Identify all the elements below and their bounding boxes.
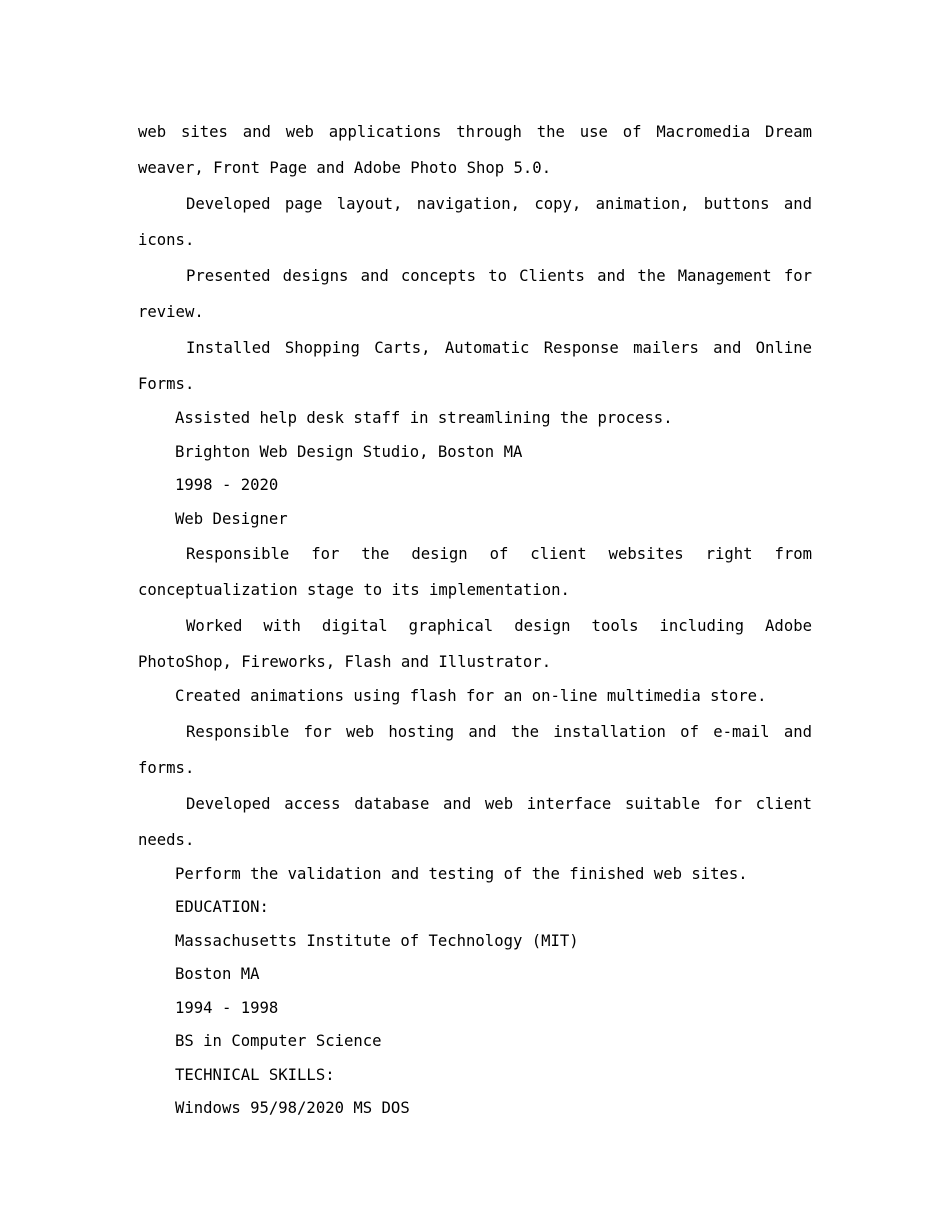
education-location: Boston MA (175, 965, 260, 983)
education-heading: EDUCATION: (175, 898, 269, 916)
bullet-presented-designs: Presented designs and concepts to Clients and the Management for review. (138, 267, 812, 321)
line-created-animations: Created animations using flash for an on-line multimedia store. (175, 687, 767, 705)
line-validation-testing: Perform the validation and testing of the finished web sites. (175, 864, 748, 883)
job-dates: 1998 - 2020 (175, 476, 279, 494)
line-assisted-help-desk: Assisted help desk staff in streamlining the process. (175, 409, 673, 427)
job-company: Brighton Web Design Studio, Boston MA (175, 442, 523, 461)
education-degree: BS in Computer Science (175, 1032, 382, 1050)
bullet-design-tools: Worked with digital graphical design tools including Adobe PhotoShop, Fireworks, Flash and Illustrator. (138, 617, 812, 671)
bullet-shopping-carts: Installed Shopping Carts, Automatic Response mailers and Online Forms. (138, 339, 812, 393)
skills-os: Windows 95/98/2020 MS DOS (175, 1099, 410, 1117)
skills-heading: TECHNICAL SKILLS: (175, 1065, 335, 1084)
bullet-responsible-design: Responsible for the design of client websites right from conceptualization stage to its implementation. (138, 545, 812, 599)
bullet-access-database: Developed access database and web interface suitable for client needs. (138, 794, 812, 849)
paragraph-intro-continued: web sites and web applications through the use of Macromedia Dream weaver, Front Page and Adobe Photo Shop 5.0. (138, 123, 812, 177)
document-page (138, 114, 812, 1126)
job-title: Web Designer (175, 509, 288, 528)
bullet-web-hosting: Responsible for web hosting and the installation of e-mail and forms. (138, 722, 812, 777)
education-dates: 1994 - 1998 (175, 998, 279, 1017)
bullet-page-layout: Developed page layout, navigation, copy, animation, buttons and icons. (138, 195, 812, 249)
education-school: Massachusetts Institute of Technology (MIT) (175, 931, 579, 950)
